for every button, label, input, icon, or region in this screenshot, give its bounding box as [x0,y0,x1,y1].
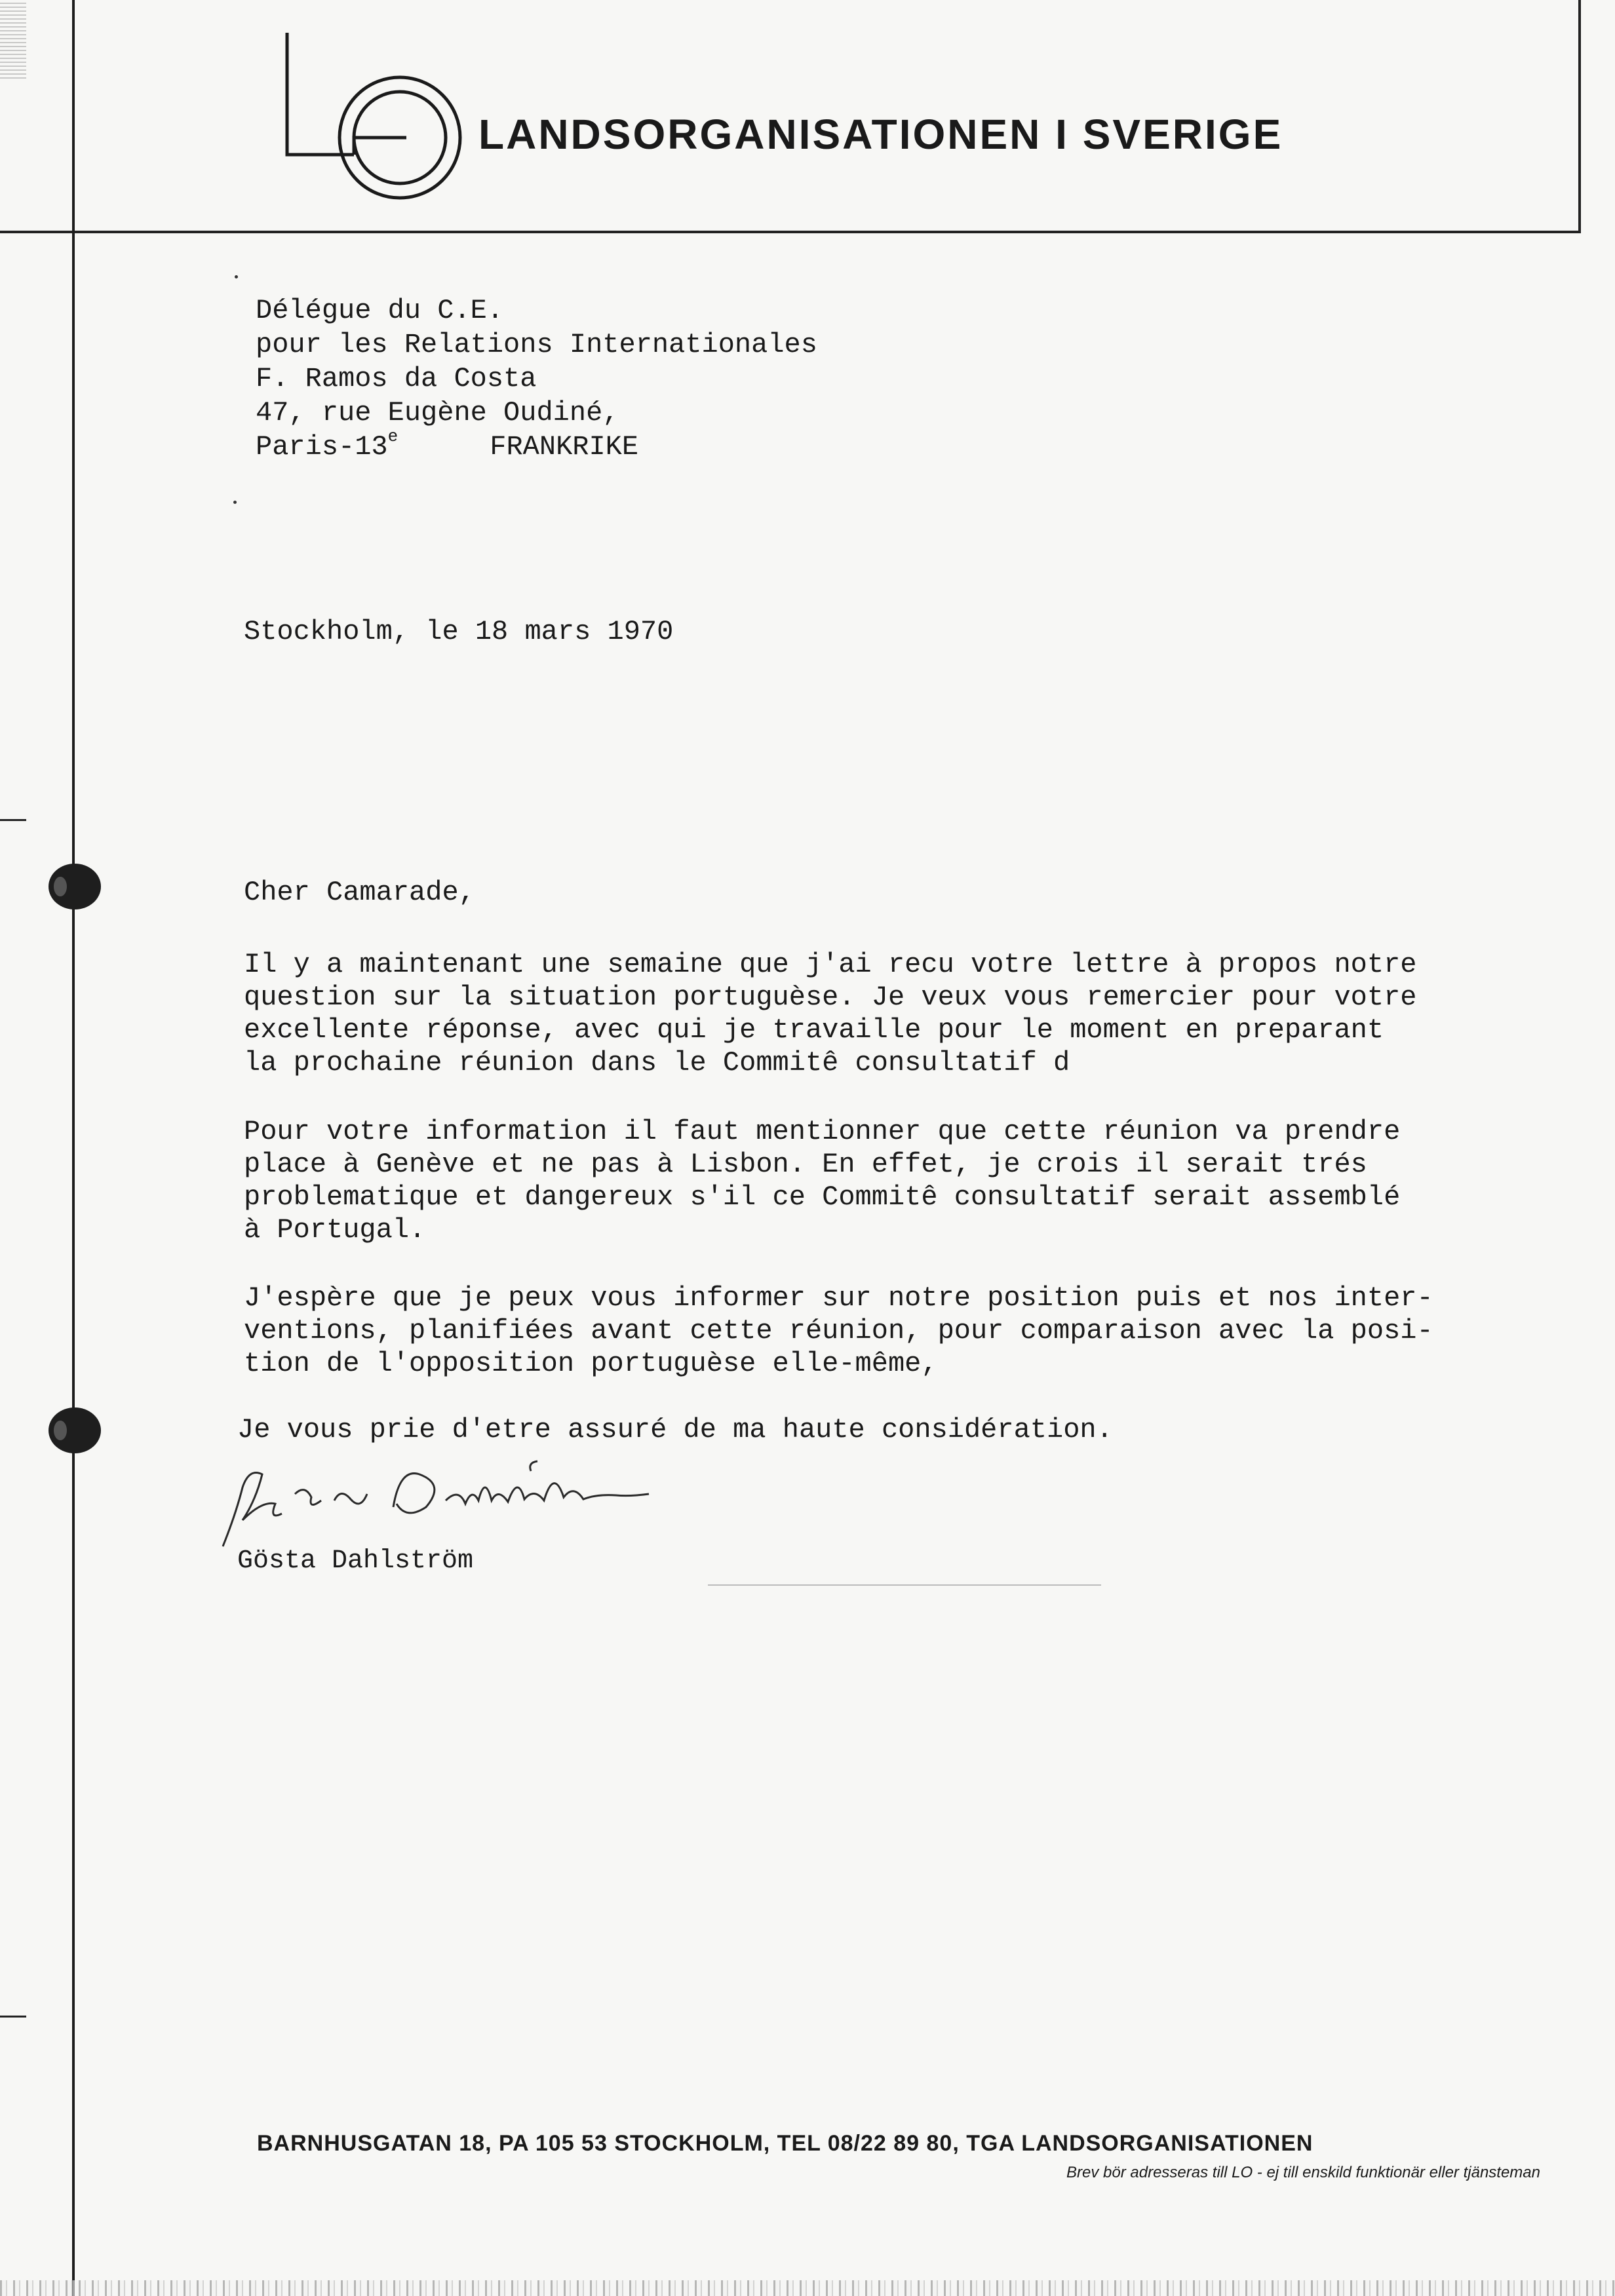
recipient-address [256,294,817,467]
address-city-sup: e [387,427,399,446]
paragraph-line: J'espère que je peux vous informer sur notre position puis et nos inter- [244,1282,1433,1314]
fold-mark [0,819,26,821]
punch-hole [49,864,101,909]
paragraph-line: question sur la situation portuguèse. Je veux vous remercier pour votre [244,982,1417,1013]
lo-logo [275,26,472,210]
address-country: FRANKRIKE [490,431,639,463]
paragraph-line: tion de l'opposition portuguèse elle-même, [244,1348,938,1379]
scan-artifact [0,2280,1615,2296]
address-city-line [256,427,817,467]
handwritten-signature [197,1448,734,1553]
paragraph-1 [244,948,1450,1079]
org-name: LANDSORGANISATIONEN I SVERIGE [478,111,1283,158]
paragraph-2 [244,1115,1450,1246]
paragraph-line: problematique et dangereux s'il ce Commitê consultatif serait assemblé [244,1181,1401,1213]
paragraph-line: la prochaine réunion dans le Commitê consultatif d [244,1047,1070,1079]
fold-mark [0,2016,26,2018]
dot-mark [233,501,237,504]
dot-mark [235,275,238,278]
footer-note: Brev bör adresseras till LO - ej till enskild funktionär eller tjänsteman [1066,2164,1540,2181]
binder-margin-line [72,0,75,2296]
address-line-3: F. Ramos da Costa [256,363,537,394]
signer-name: Gösta Dahlström [237,1546,474,1576]
address-line-1: Délégue du C.E. [256,295,504,326]
paragraph-line: place à Genève et ne pas à Lisbon. En effet, je crois il serait trés [244,1149,1367,1180]
paragraph-3 [244,1282,1450,1380]
address-city: Paris-13 [256,431,388,463]
address-line-2: pour les Relations Internationales [256,329,817,360]
footer-address: BARNHUSGATAN 18, PA 105 53 STOCKHOLM, TEL 08/22 89 80, TGA LANDSORGANISATIONEN [257,2131,1313,2156]
salutation: Cher Camarade, [244,877,475,908]
paragraph-line: excellente réponse, avec qui je travaille pour le moment en preparant [244,1014,1384,1046]
paragraph-line: à Portugal. [244,1214,426,1246]
dateline: Stockholm, le 18 mars 1970 [244,616,674,647]
paragraph-line: Pour votre information il faut mentionner que cette réunion va prendre [244,1116,1401,1147]
paragraph-line: Il y a maintenant une semaine que j'ai recu votre lettre à propos notre [244,949,1417,980]
paragraph-line: ventions, planifiées avant cette réunion, pour comparaison avec la posi- [244,1315,1433,1347]
address-line-4: 47, rue Eugène Oudiné, [256,397,619,429]
punch-hole [49,1407,101,1453]
closing-line: Je vous prie d'etre assuré de ma haute considération. [237,1414,1113,1445]
signature-rule [708,1584,1101,1586]
